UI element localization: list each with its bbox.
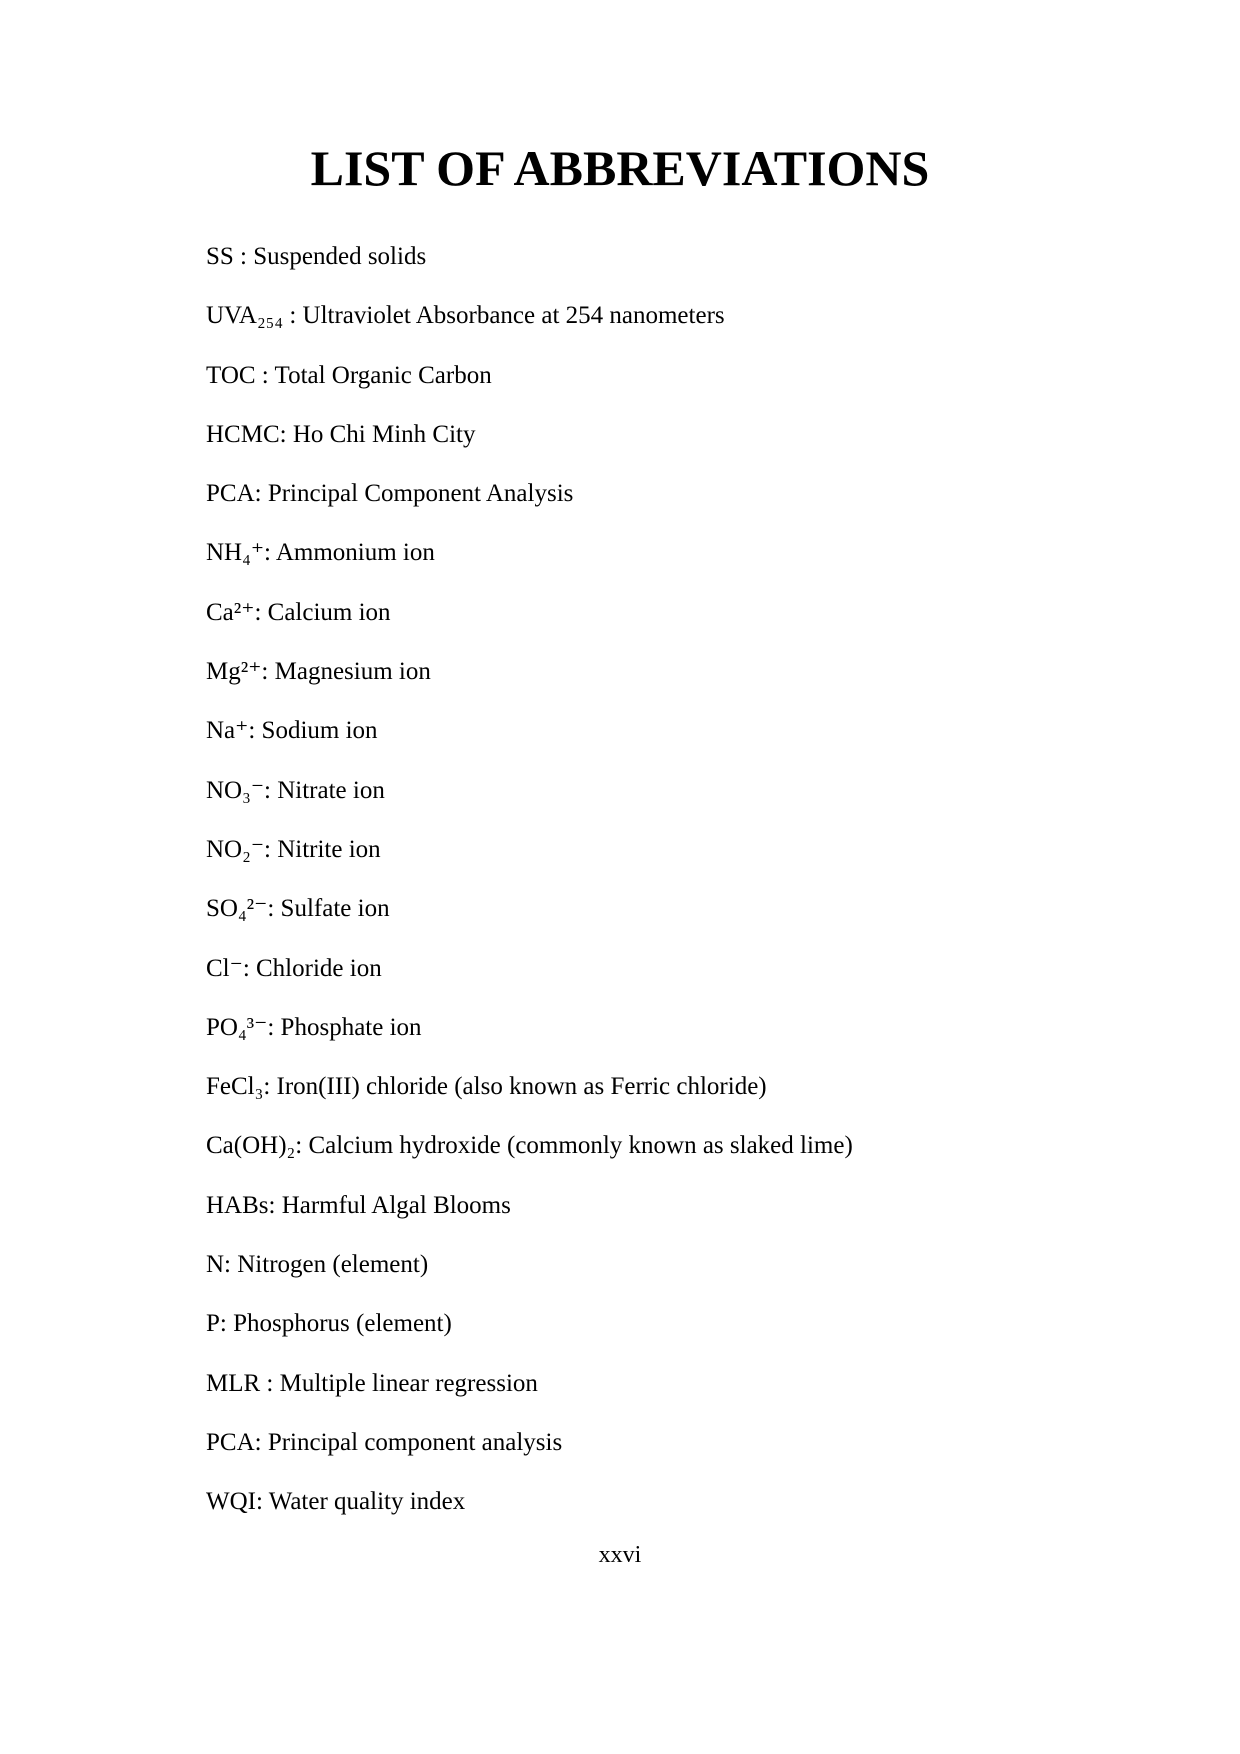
abbreviation-list xyxy=(206,240,853,1545)
abbreviation-entry-fecl3: FeCl₃: Iron(III) chloride (also known as Ferric chloride) xyxy=(206,1073,767,1101)
abbreviation-entry-cl: Cl⁻: Chloride ion xyxy=(206,954,382,982)
abbreviation-entry-nh4: NH₄⁺: Ammonium ion xyxy=(206,539,435,567)
abbreviation-entry-hcmc: HCMC: Ho Chi Minh City xyxy=(206,420,476,448)
abbreviation-entry-habs: HABs: Harmful Algal Blooms xyxy=(206,1191,511,1219)
abbreviation-entry-no3: NO₃⁻: Nitrate ion xyxy=(206,776,385,804)
abbreviation-entry-mg: Mg²⁺: Magnesium ion xyxy=(206,658,431,686)
abbreviation-entry-n: N: Nitrogen (element) xyxy=(206,1251,429,1279)
abbreviation-entry-caoh2: Ca(OH)₂: Calcium hydroxide (commonly known as slaked lime) xyxy=(206,1132,853,1160)
abbreviation-entry-ss: SS : Suspended solids xyxy=(206,243,427,270)
abbreviation-entry-pca-2: PCA: Principal component analysis xyxy=(206,1428,563,1456)
abbreviation-entry-po4: PO₄³⁻: Phosphate ion xyxy=(206,1013,422,1041)
abbreviation-entry-ca: Ca²⁺: Calcium ion xyxy=(206,598,391,626)
abbreviation-entry-wqi: WQI: Water quality index xyxy=(206,1488,466,1516)
page-number: xxvi xyxy=(598,1542,642,1568)
abbreviation-entry-na: Na⁺: Sodium ion xyxy=(206,717,378,745)
abbreviation-entry-pca: PCA: Principal Component Analysis xyxy=(206,480,574,508)
abbreviation-entry-uva254: UVA₂₅₄ : Ultraviolet Absorbance at 254 nanometers xyxy=(206,302,725,330)
page-title: LIST OF ABBREVIATIONS xyxy=(310,140,930,196)
abbreviation-entry-p: P: Phosphorus (element) xyxy=(206,1310,452,1338)
abbreviation-entry-toc: TOC : Total Organic Carbon xyxy=(206,361,492,389)
abbreviation-entry-mlr: MLR : Multiple linear regression xyxy=(206,1369,538,1397)
abbreviation-entry-so4: SO₄²⁻: Sulfate ion xyxy=(206,895,390,923)
abbreviation-entry-no2: NO₂⁻: Nitrite ion xyxy=(206,835,381,863)
